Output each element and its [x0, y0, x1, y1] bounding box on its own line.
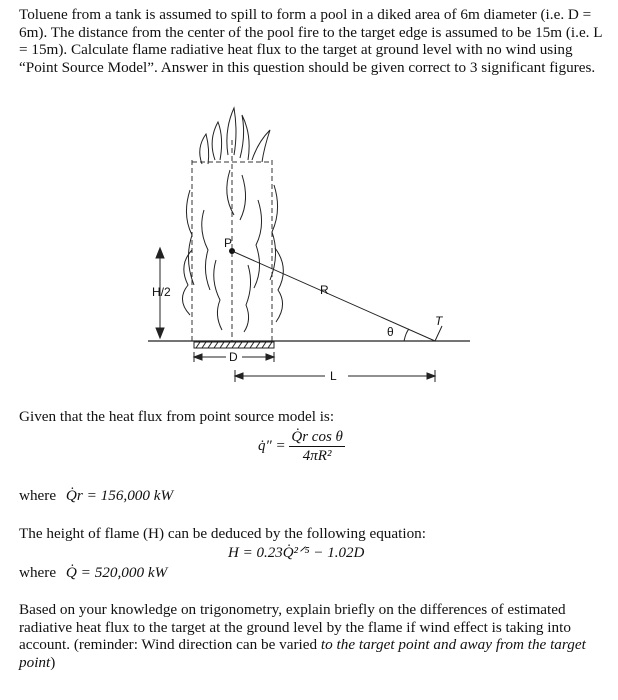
heat-flux-intro: Given that the heat flux from point source model is:: [19, 408, 335, 425]
t-label: T: [435, 314, 443, 328]
height-intro: The height of flame (H) can be deduced by the following equation:: [19, 525, 426, 542]
d-label: D: [229, 350, 238, 364]
qr-expression: Q̇r = 156,000 kW: [65, 487, 174, 504]
r-label: R: [320, 283, 329, 297]
height-equation: H = 0.23Q̇²ᐟ⁵ − 1.02D: [228, 545, 365, 561]
pool-hatch: [194, 342, 274, 348]
heat-flux-numerator: Q̇r cos θ: [291, 429, 343, 445]
problem-statement: Toluene from a tank is assumed to spill to form a pool in a diked area of 6m diameter (i.e. D = 6m). The distance from the center of the pool fire to the target edge is assumed to be 15m (i.e. L = 15m). Calculate flame radiative heat flux to the target at ground level with no wind using “Point Source Model”. Answer in this question should be given correct to 3 significant figures.: [19, 6, 602, 76]
target-line: [435, 326, 442, 341]
heat-flux-fraction: [289, 428, 345, 465]
theta-label: θ: [387, 325, 394, 339]
pool-fire-diagram: [130, 100, 475, 390]
question-main: Based on your knowledge on trigonometry, explain briefly on the differences of estimated radiative heat flux to the target at the ground level by the flame if wind effect is taking into account. (reminder: Wind direction can be varied: [19, 601, 571, 654]
question-end: ): [50, 653, 56, 671]
q-prefix: where: [19, 564, 57, 581]
qr-prefix: where: [19, 487, 57, 504]
heat-flux-equation: [258, 428, 345, 465]
h-half-label: H/2: [152, 285, 171, 299]
theta-arc: [404, 329, 409, 341]
p-label: P: [224, 236, 233, 250]
question-italic: to the target point and away from the target point: [19, 636, 586, 671]
question-text: [19, 601, 604, 671]
heat-flux-lhs: q̇″ =: [258, 437, 286, 454]
qr-given: [19, 487, 173, 505]
r-line: [232, 251, 435, 341]
l-label: L: [330, 369, 337, 383]
q-given: [19, 564, 167, 582]
q-expression: Q̇ = 520,000 kW: [65, 564, 168, 581]
heat-flux-denominator: 4πR²: [302, 448, 332, 464]
flame-wisps: [182, 108, 283, 332]
